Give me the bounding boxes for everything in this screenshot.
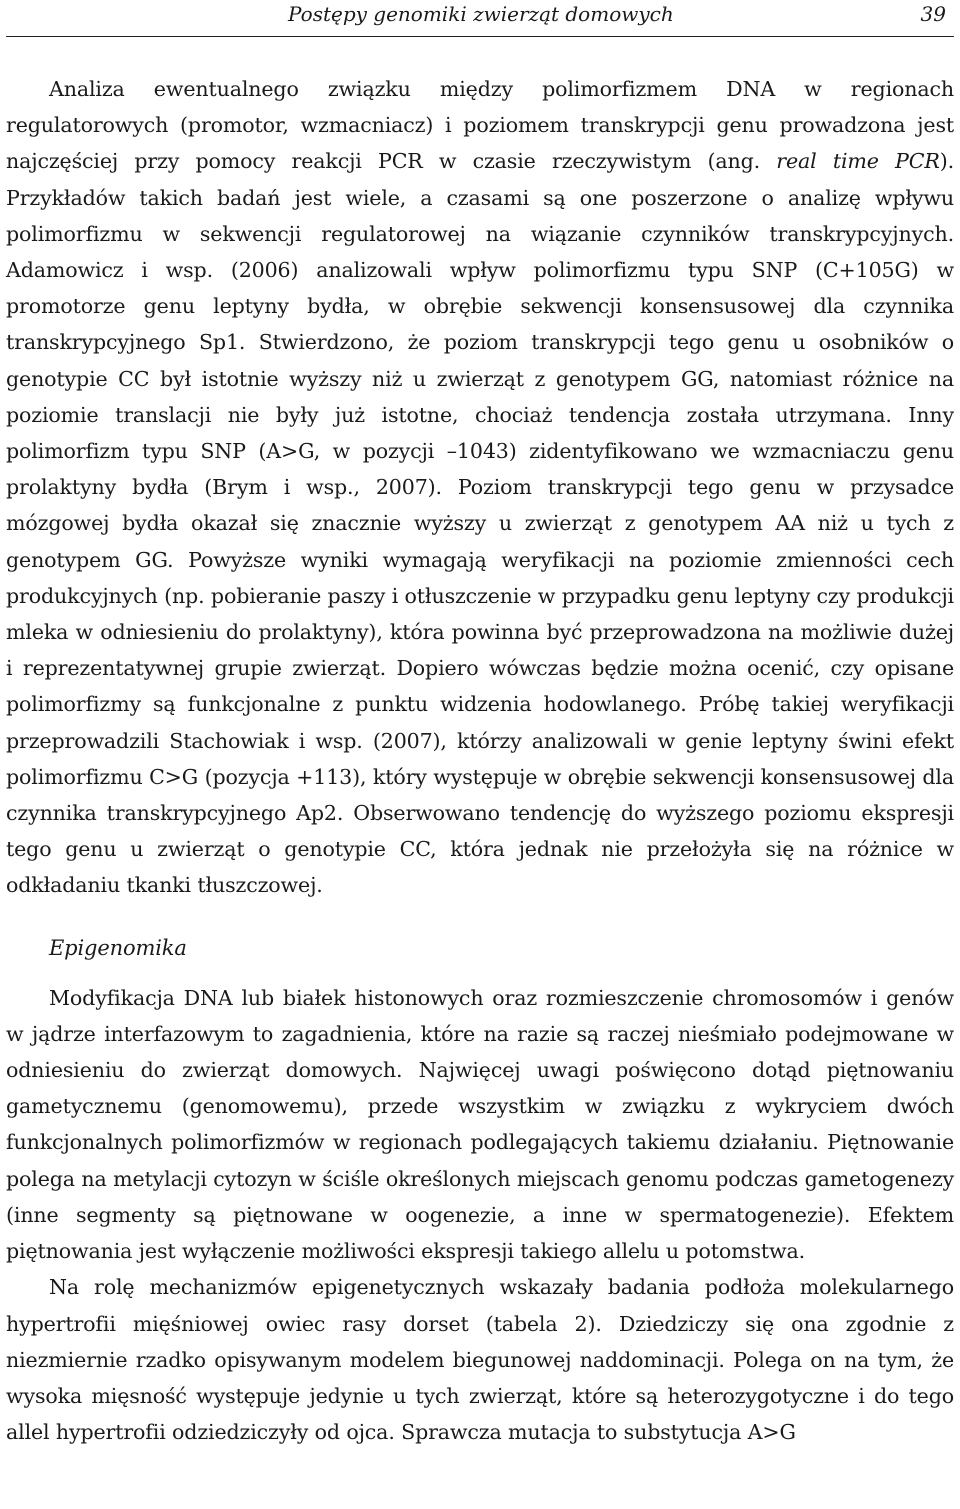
- section-heading: Epigenomika: [49, 935, 187, 960]
- paragraph-regulatory-polymorphism: [6, 71, 954, 904]
- paragraph-text: Analiza ewentualnego związku między polimorfizmem DNA w regionach regulatorowych (promotor, wzmacniacz) i poziomem transkrypcji genu prowadzona jest najczęściej przy pomocy reakcji PCR w czasie rzeczywistym (ang.: [6, 77, 954, 174]
- italic-term: real time PCR: [776, 149, 940, 174]
- paragraph-text: ). Przykładów takich badań jest wiele, a czasami są one poszerzone o analizę wpływu polimorfizmu w sekwencji regulatorowej na wiązanie czynników transkrypcyjnych. Adamowicz i wsp. (2006) analizowali wpływ polimorfizmu typu SNP (C+105G) w promotorze genu leptyny bydła, w obrębie sekwencji konsensusowej dla czynnika transkrypcyjnego Sp1. Stwierdzono, że poziom transkrypcji tego genu u osobników o genotypie CC był istotnie wyższy niż u zwierząt z genotypem GG, natomiast różnice na poziomie translacji nie były już istotne, chociaż tendencja została utrzymana. Inny polimorfizm typu SNP (A>G, w pozycji –1043) zidentyfikowano we wzmacniaczu genu prolaktyny bydła (Brym i wsp., 2007). Poziom transkrypcji tego genu w przysadce mózgowej bydła okazał się znacznie wyższy u zwierząt z genotypem AA niż u tych z genotypem GG. Powyższe wyniki wymagają weryfikacji na poziomie zmienności cech produkcyjnych (np. pobieranie paszy i otłuszczenie w przypadku genu leptyny czy produkcji mleka w odniesieniu do prolaktyny), która powinna być przeprowadzona na możliwie dużej i reprezentatywnej grupie zwierząt. Dopiero wówczas będzie można ocenić, czy opisane polimorfizmy są funkcjonalne z punktu widzenia hodowlanego. Próbę takiej weryfikacji przeprowadzili Stachowiak i wsp. (2007), którzy analizowali w genie leptyny świni efekt polimorfizmu C>G (pozycja +113), który występuje w obrębie sekwencji konsensusowej dla czynnika transkrypcyjnego Ap2. Obserwowano tendencję do wyższego poziomu ekspresji tego genu u zwierząt o genotypie CC, która jednak nie przełożyła się na różnice w odkładaniu tkanki tłuszczowej.: [6, 149, 954, 898]
- body-text: [6, 71, 954, 1450]
- paragraph-epigenetic-mechanisms: Na rolę mechanizmów epigenetycznych wskazały badania podłoża molekularnego hypertrofii mięśniowej owiec rasy dorset (tabela 2). Dziedziczy się ona zgodnie z niezmiernie rzadko opisywanym modelem biegunowej naddominacji. Polega on na tym, że wysoka mięsność występuje jedynie u tych zwierząt, które są heterozygotyczne i do tego allel hypertrofii odziedziczyły od ojca. Sprawcza mutacja to substytucja A>G: [6, 1275, 954, 1445]
- running-header: [6, 0, 954, 37]
- page-number: 39: [920, 2, 946, 26]
- running-title: Postępy genomiki zwierząt domowych: [288, 2, 674, 26]
- paragraph-epigenomics-intro: Modyfikacja DNA lub białek histonowych oraz rozmieszczenie chromosomów i genów w jądrze interfazowym to zagadnienia, które na razie są raczej nieśmiało podejmowane w odniesieniu do zwierząt domowych. Najwięcej uwagi poświęcono dotąd piętnowaniu gametycznemu (genomowemu), przede wszystkim w związku z wykryciem dwóch funkcjonalnych polimorfizmów w regionach podlegających takiemu działaniu. Piętnowanie polega na metylacji cytozyn w ściśle określonych miejscach genomu podczas gametogenezy (inne segmenty są piętnowane w oogenezie, a inne w spermatogenezie). Efektem piętnowania jest wyłączenie możliwości ekspresji takiego allelu u potomstwa.: [6, 985, 954, 1264]
